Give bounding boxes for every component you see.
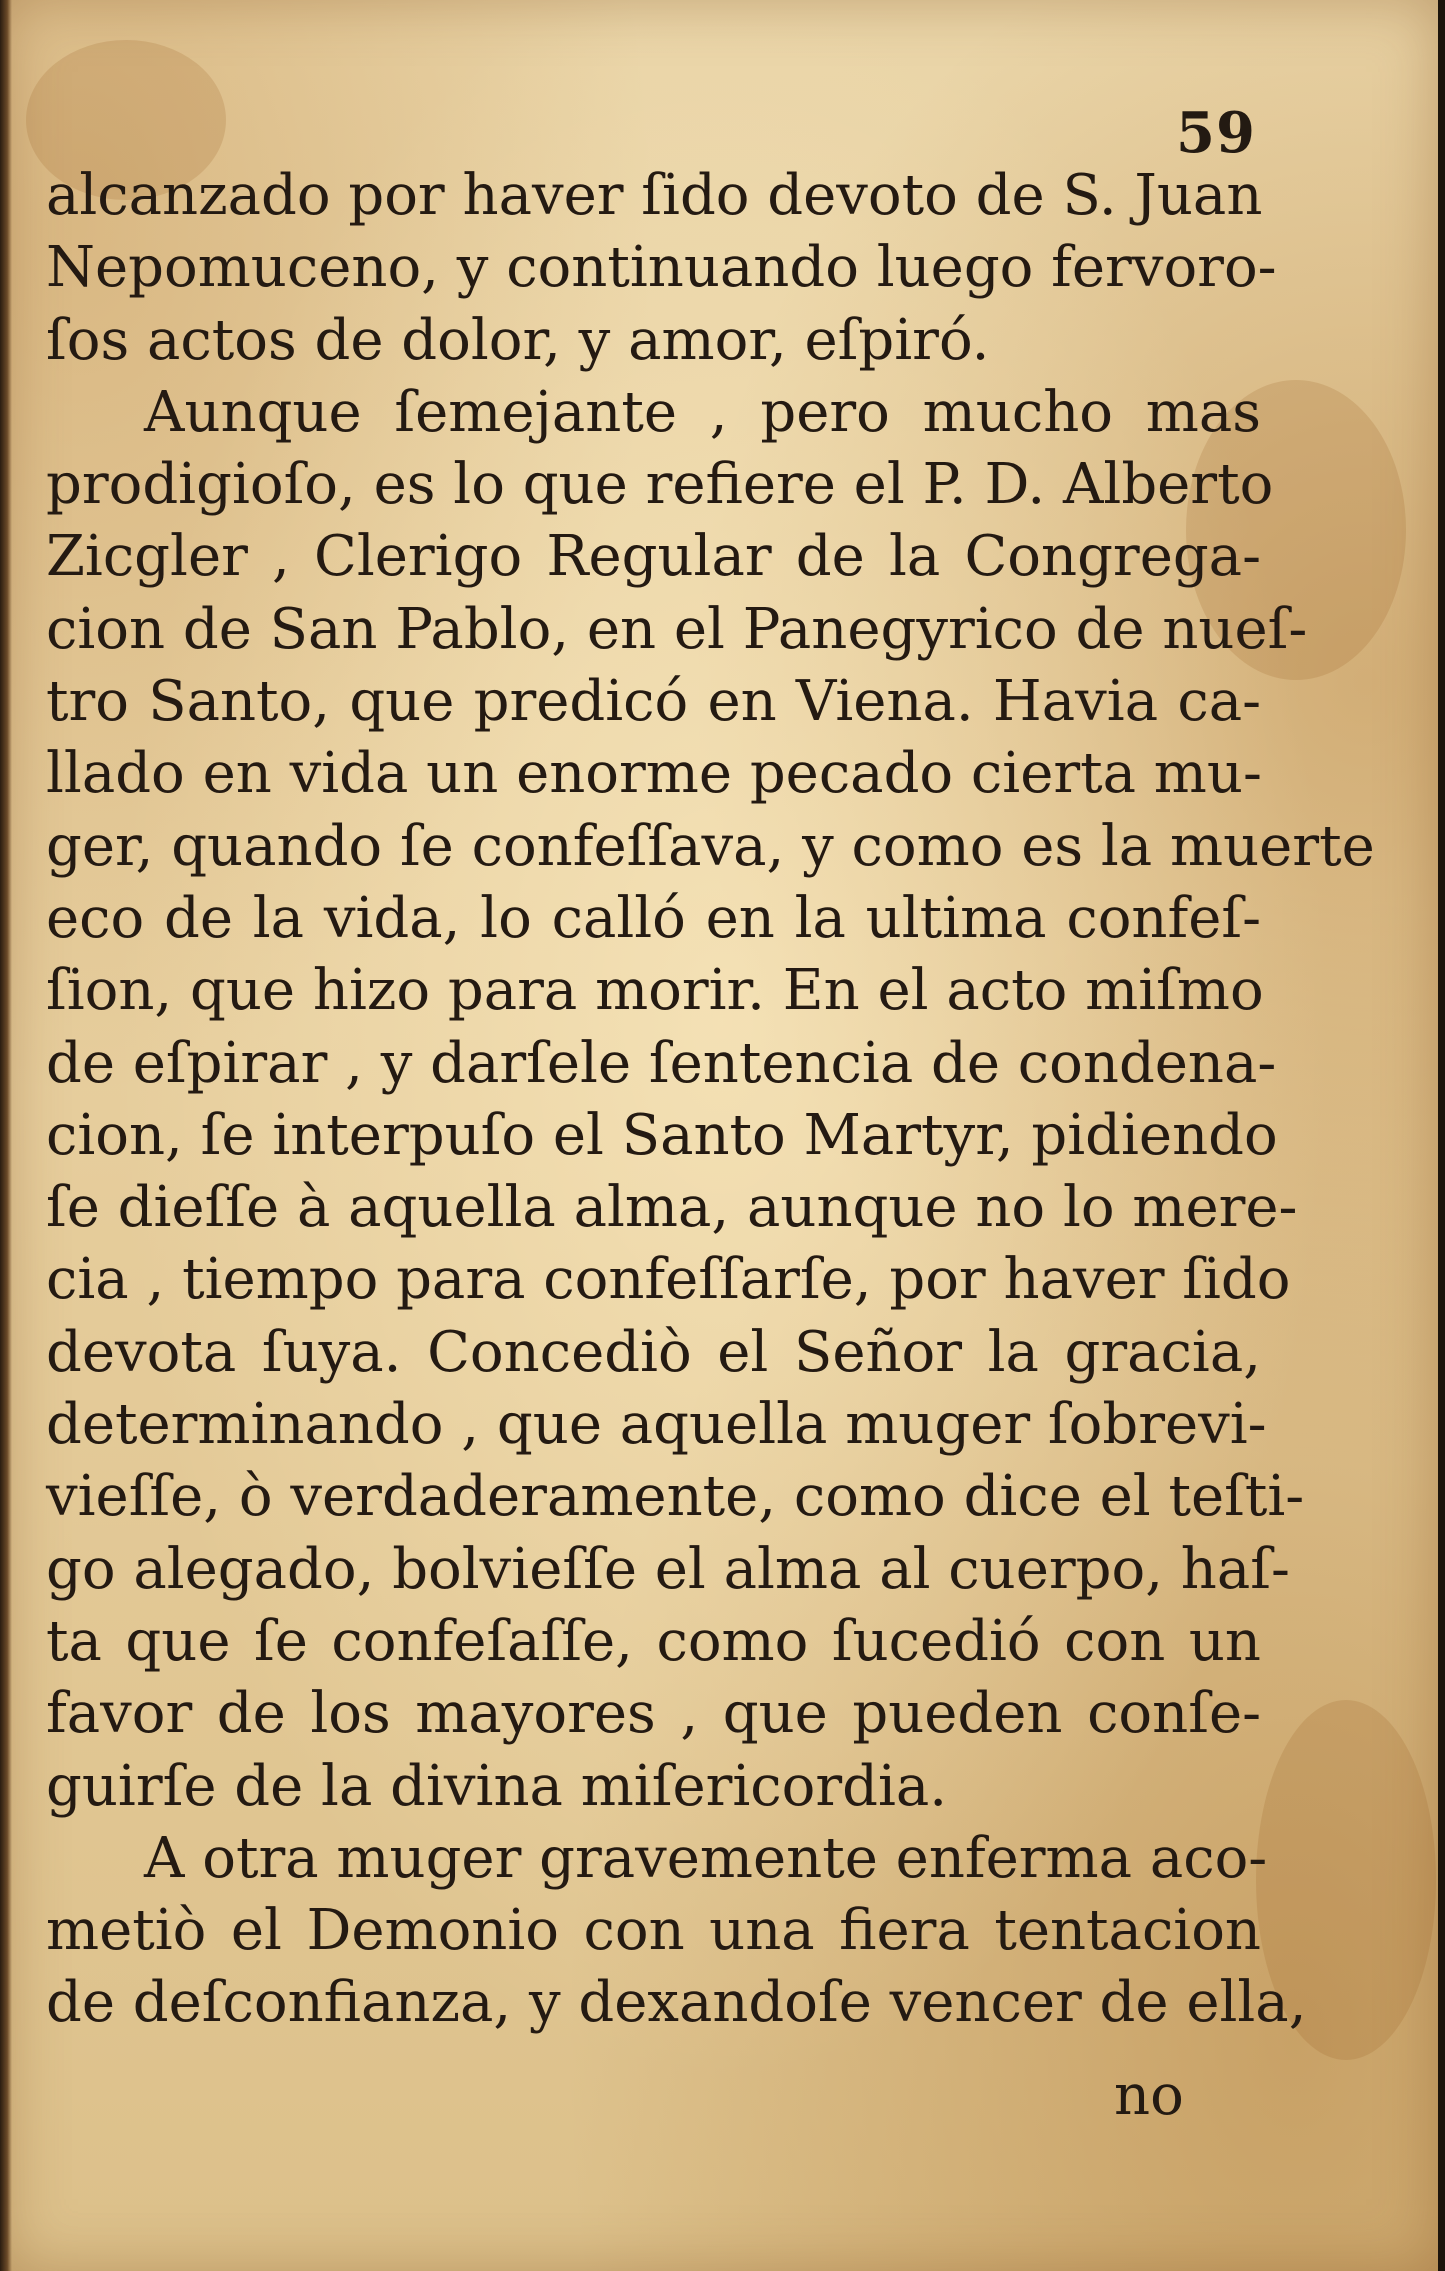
book-page [6,0,1438,2271]
text-line: devota ſuya. Concediò el Señor la gracia, [46,1319,1261,1385]
text-line: cia , tiempo para confeſſarſe, por haver ſido [46,1247,1291,1313]
text-line: ger, quando ſe confeſſava, y como es la muerte [46,813,1375,879]
text-line: ſos actos de dolor, y amor, eſpiró. [46,307,990,373]
binding-edge [0,0,12,2271]
text-line: Zicgler , Clerigo Regular de la Congrega- [46,524,1261,590]
body-text [46,160,1375,2040]
text-line: metiò el Demonio con una fiera tentacion [46,1898,1261,1964]
text-line: vieſſe, ò verdaderamente, como dice el teſti- [46,1464,1305,1530]
text-line: cion, ſe interpuſo el Santo Martyr, pidiendo [46,1102,1278,1168]
text-line: prodigioſo, es lo que refiere el P. D. Alberto [46,452,1274,518]
text-line: tro Santo, que predicó en Viena. Havia ca- [46,669,1261,735]
catchword: no [1114,2063,1184,2128]
text-line: Nepomuceno, y continuando luego fervoro- [46,235,1277,301]
text-line: ta que ſe confeſaſſe, como ſucedió con un [46,1608,1261,1674]
text-line: cion de San Pablo, en el Panegyrico de nueſ- [46,596,1308,662]
page-number: 59 [1176,100,1256,166]
text-line: guirſe de la divina miſericordia. [46,1753,948,1819]
text-line: ſe dieſſe à aquella alma, aunque no lo mere- [46,1175,1298,1241]
text-line: llado en vida un enorme pecado cierta mu- [46,741,1262,807]
text-line: Aunque ſemejante , pero mucho mas [144,379,1261,445]
text-line: A otra muger gravemente enferma aco- [144,1825,1268,1891]
text-line: favor de los mayores , que pueden conſe- [46,1681,1261,1747]
text-line: alcanzado por haver ſido devoto de S. Juan [46,163,1263,228]
text-line: de deſconfianza, y dexandoſe vencer de ella, [46,1970,1307,2036]
text-line: determinando , que aquella muger ſobrevi- [46,1392,1267,1458]
text-line: eco de la vida, lo calló en la ultima confeſ- [46,885,1261,951]
text-line: ſion, que hizo para morir. En el acto miſmo [46,958,1264,1024]
text-line: de eſpirar , y darſele ſentencia de condena- [46,1030,1277,1096]
text-line: go alegado, bolvieſſe el alma al cuerpo, haſ- [46,1536,1290,1602]
